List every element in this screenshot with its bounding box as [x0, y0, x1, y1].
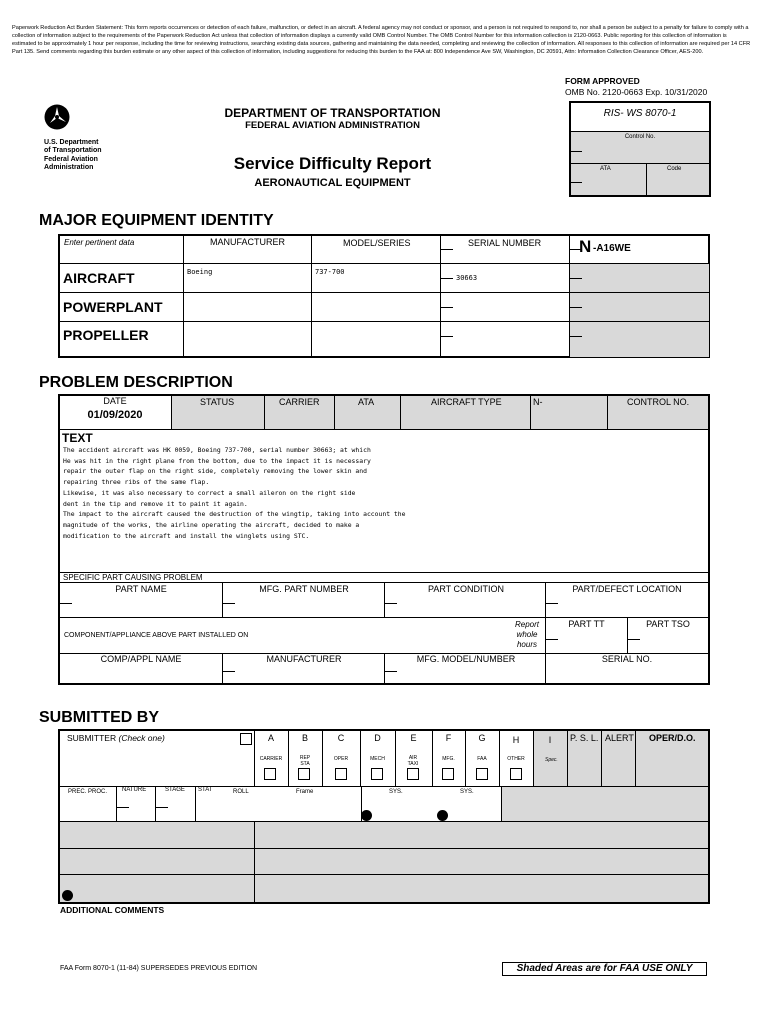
- report-whole-hours: Report whole hours: [514, 620, 539, 649]
- check-faa[interactable]: [476, 768, 488, 780]
- check-rep-sta[interactable]: [298, 768, 310, 780]
- major-equipment-heading: MAJOR EQUIPMENT IDENTITY: [39, 212, 274, 229]
- aircraft-model[interactable]: 737-700: [315, 268, 345, 276]
- component-above-label: COMPONENT/APPLIANCE ABOVE PART INSTALLED ON: [64, 632, 249, 639]
- omb-number: OMB No. 2120-0663 Exp. 10/31/2020: [565, 87, 708, 97]
- check-oper[interactable]: [335, 768, 347, 780]
- n-number: -A16WE: [593, 243, 631, 254]
- problem-text[interactable]: The accident aircraft was HK 0059, Boeing 737-700, serial number 30663; at which He was hit in the right plane from the bottom, due to the impact it is necessary repair the outer flap on the right side, completely removing the lower skin and repairing three ribs of the same flap. Likewise, it was also necessary to correct a small aileron on the right side dent in the tip and remove it to paint it again. The impact to the aircraft caused the destruction of the wingtip, taking into account the magnitude of the works, the airline operating the aircraft, decided to make a modification to the aircraft and install the winglets using STC.: [63, 446, 406, 540]
- problem-heading: PROBLEM DESCRIPTION: [39, 374, 233, 391]
- comments-dot: [62, 890, 73, 901]
- form-number: FAA Form 8070-1 (11-84) SUPERSEDES PREVIOUS EDITION: [60, 965, 258, 972]
- admin-title: FEDERAL AVIATION ADMINISTRATION: [245, 120, 420, 131]
- submitter-check[interactable]: [240, 733, 252, 745]
- control-no-label: Control No.: [624, 134, 656, 140]
- col-model: MODEL/SERIES: [343, 238, 411, 248]
- check-mech[interactable]: [371, 768, 383, 780]
- form-approved: FORM APPROVED: [565, 76, 640, 86]
- date-value[interactable]: 01/09/2020: [87, 409, 143, 421]
- col-serial: SERIAL NUMBER: [468, 238, 542, 248]
- row-aircraft: AIRCRAFT: [63, 270, 135, 286]
- ata-label: ATA: [600, 166, 611, 172]
- specific-part-label: SPECIFIC PART CAUSING PROBLEM: [63, 573, 203, 582]
- aircraft-serial[interactable]: 30663: [456, 274, 478, 282]
- ata-box[interactable]: [569, 182, 582, 196]
- page-subtitle: AERONAUTICAL EQUIPMENT: [254, 177, 411, 189]
- ris-number: RIS- WS 8070-1: [603, 108, 677, 119]
- col-manufacturer: MANUFACTURER: [210, 237, 286, 247]
- row-propeller: PROPELLER: [63, 327, 149, 343]
- date-label: DATE: [103, 396, 127, 406]
- submitted-heading: SUBMITTED BY: [39, 709, 159, 726]
- check-air-taxi[interactable]: [407, 768, 419, 780]
- text-label: TEXT: [62, 431, 93, 445]
- n-label: N: [579, 237, 592, 256]
- check-other[interactable]: [510, 768, 522, 780]
- aircraft-manufacturer[interactable]: Boeing: [187, 268, 213, 276]
- check-carrier[interactable]: [264, 768, 276, 780]
- row-powerplant: POWERPLANT: [63, 299, 163, 315]
- shaded-note: Shaded Areas are for FAA USE ONLY: [502, 962, 707, 976]
- agency-block: U.S. Department of Transportation Federal Aviation Administration: [44, 139, 102, 172]
- code-label: Code: [667, 166, 682, 172]
- burden-statement: Paperwork Reduction Act Burden Statement: This form reports occurrences or detection of each failure, malfunction, or defect in an aircraft. A federal agency may not conduct or sponsor, and a person is not required to respond to, nor shall a person be subject to a penalty for failure to comply with a collection of information subject to the requirements of the Paperwork Reduction Act unless that collection of information displays a currently valid OMB Control Number. The OMB Control Number for this information collection is 2120-0663. Public reporting for this collection of information is estimated to be approximately 1 hour per response, including the time for reviewing instructions, searching existing data sources, gathering and maintaining the data needed, completing and reviewing the collection of information. All responses to this collection of information are required per 14 CFR Part 135. Send comments regarding this burden estimate or any other aspect of this collection of information, including suggestions for reducing this burden to the FAA at: 800 Independence Ave SW, Washington, DC 20591, Attn: Information Collection Clearance Officer, AES-200.: [12, 25, 751, 56]
- sys2-dot: [437, 810, 448, 821]
- check-mfg[interactable]: [442, 768, 454, 780]
- submitter-label: SUBMITTER (Check one): [67, 733, 165, 743]
- dot-logo: [44, 104, 70, 130]
- page-title: Service Difficulty Report: [233, 154, 432, 173]
- additional-comments-label: ADDITIONAL COMMENTS: [60, 905, 165, 915]
- dept-title: DEPARTMENT OF TRANSPORTATION: [224, 106, 441, 120]
- sys1-dot: [361, 810, 372, 821]
